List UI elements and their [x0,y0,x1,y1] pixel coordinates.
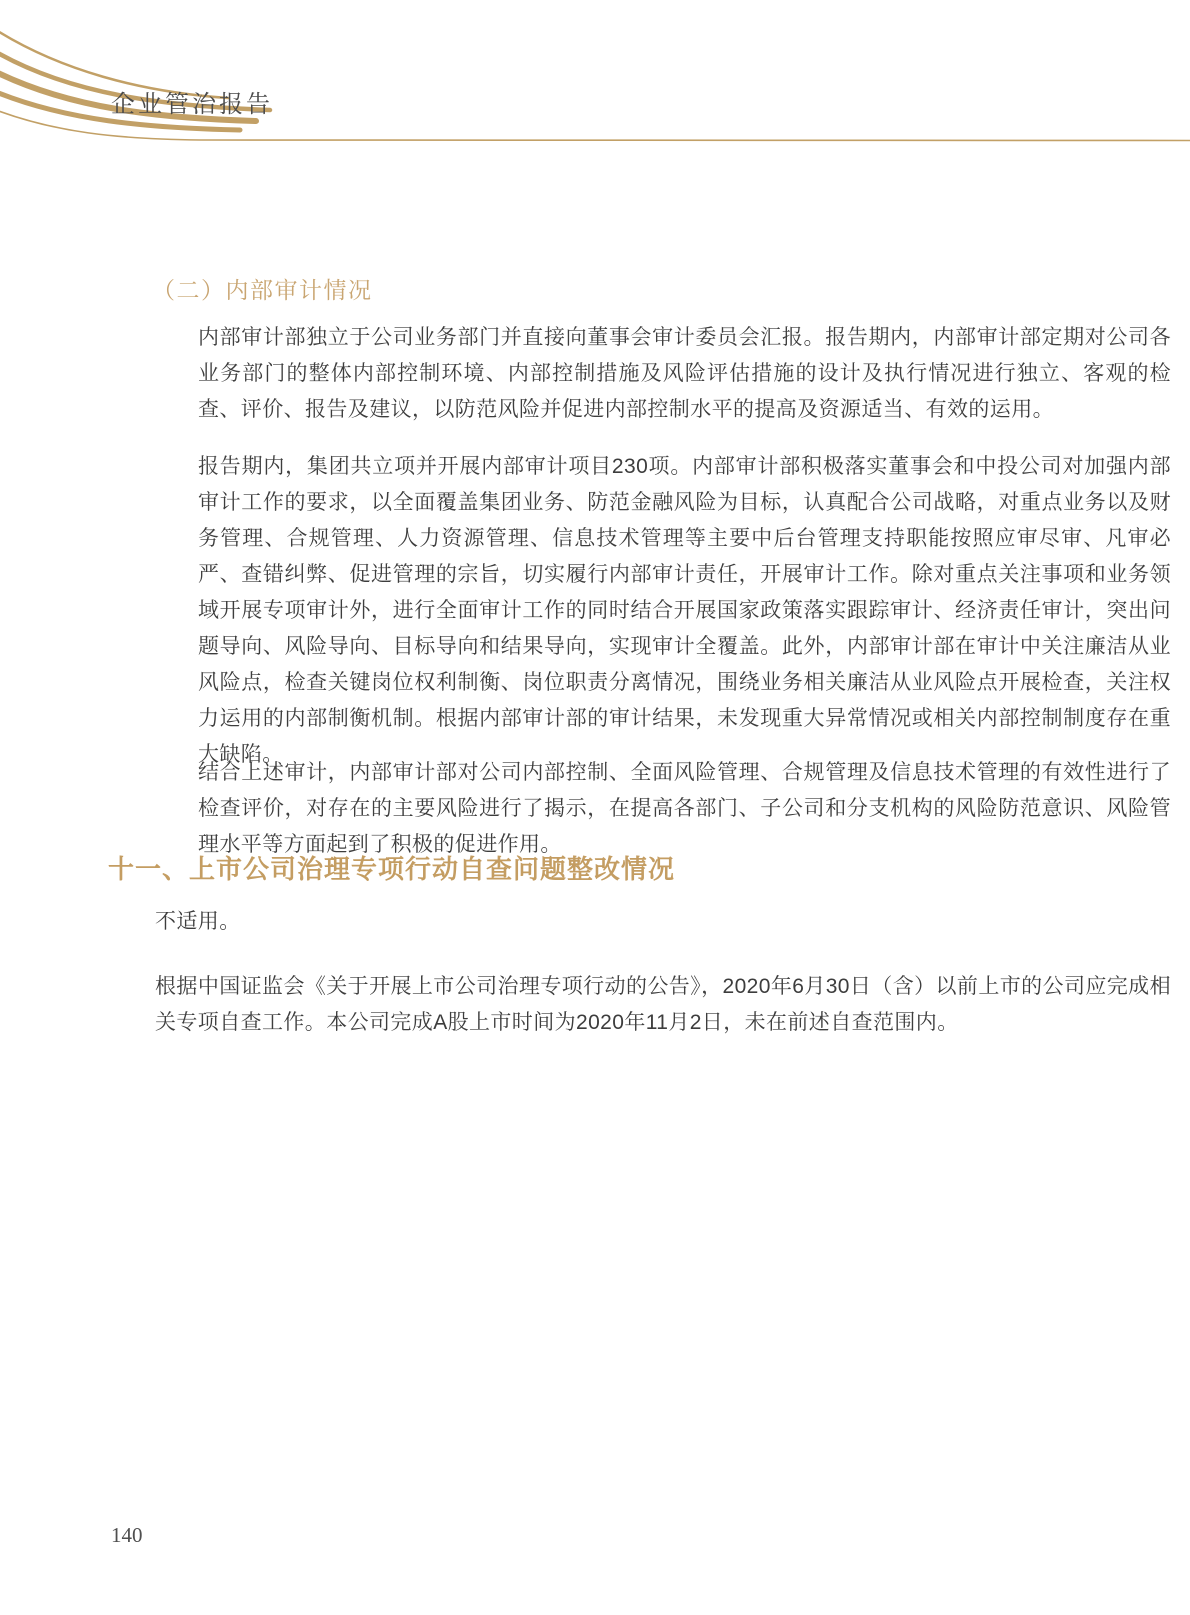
internal-audit-paragraph-3: 结合上述审计，内部审计部对公司内部控制、全面风险管理、合规管理及信息技术管理的有效性进行了检查评价，对存在的主要风险进行了揭示，在提高各部门、子公司和分支机构的风险防范意识、风险管理水平等方面起到了积极的促进作用。 [198,761,1171,856]
special-action-paragraph-2: 根据中国证监会《关于开展上市公司治理专项行动的公告》，2020年6月30日（含）以前上市的公司应完成相关专项自查工作。本公司完成A股上市时间为2020年11月2日，未在前述自查范围内。 [155,975,1171,1034]
special-action-paragraph-1: 不适用。 [155,910,241,933]
section-heading-special-action: 十一、上市公司治理专项行动自查问题整改情况 [108,854,676,884]
page-header-title: 企业管治报告 [111,92,273,118]
page-number: 140 [111,1523,143,1547]
section-heading-internal-audit: （二）内部审计情况 [152,277,373,303]
internal-audit-paragraph-2: 报告期内，集团共立项并开展内部审计项目230项。内部审计部积极落实董事会和中投公司对加强内部审计工作的要求，以全面覆盖集团业务、防范金融风险为目标，认真配合公司战略，对重点业务以及财务管理、合规管理、人力资源管理、信息技术管理等主要中后台管理支持职能按照应审尽审、凡审必严、查错纠弊、促进管理的宗旨，切实履行内部审计责任，开展审计工作。除对重点关注事项和业务领域开展专项审计外，进行全面审计工作的同时结合开展国家政策落实跟踪审计、经济责任审计，突出问题导向、风险导向、目标导向和结果导向，实现审计全覆盖。此外，内部审计部在审计中关注廉洁从业风险点，检查关键岗位权利制衡、岗位职责分离情况，围绕业务相关廉洁从业风险点开展检查，关注权力运用的内部制衡机制。根据内部审计部的审计结果，未发现重大异常情况或相关内部控制制度存在重大缺陷。 [198,455,1171,766]
logo-swoosh-icon [0,0,1190,160]
internal-audit-paragraph-1: 内部审计部独立于公司业务部门并直接向董事会审计委员会汇报。报告期内，内部审计部定期对公司各业务部门的整体内部控制环境、内部控制措施及风险评估措施的设计及执行情况进行独立、客观的检查、评价、报告及建议，以防范风险并促进内部控制水平的提高及资源适当、有效的运用。 [198,326,1171,421]
